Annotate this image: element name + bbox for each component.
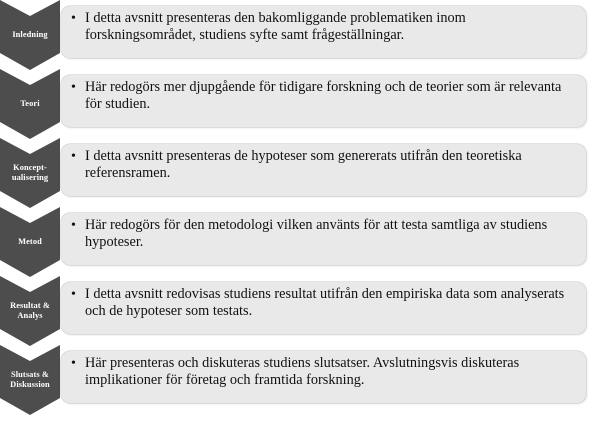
step-slutsats-diskussion — [0, 345, 592, 415]
card-text-teori: Här redogörs mer djupgående för tidigare forskning och de teorier som är relevanta för studien. — [85, 79, 562, 112]
chevron-label-slutsats-diskussion: Slutsats & Diskussion — [10, 370, 50, 389]
card-text-inledning: I detta avsnitt presenteras den bakomliggande problematiken inom forskningsområdet, studiens syfte samt frågeställningar. — [85, 10, 466, 43]
card-text-slutsats-diskussion: Här presenteras och diskuteras studiens slutsatser. Avslutningsvis diskuteras implikationer för företag och framtida forskning. — [85, 355, 520, 388]
card-text-konceptualisering: I detta avsnitt presenteras de hypoteser som genererats utifrån den teoretiska referensramen. — [85, 148, 522, 181]
chevron-slutsats-diskussion — [0, 345, 60, 415]
step-inledning — [0, 0, 592, 70]
chevron-resultat-analys — [0, 276, 60, 346]
bullet-item — [71, 10, 576, 44]
bullet-icon: • — [71, 149, 76, 164]
bullet-icon: • — [71, 356, 76, 371]
card-resultat-analys — [61, 282, 586, 334]
bullet-icon: • — [71, 287, 76, 302]
bullet-item — [71, 286, 576, 320]
step-teori — [0, 69, 592, 139]
bullet-item — [71, 148, 576, 182]
chevron-label-konceptualisering: Koncept- ualisering — [11, 163, 49, 182]
card-text-resultat-analys: I detta avsnitt redovisas studiens resultat utifrån den empiriska data som analyserats och de hypoteser som testats. — [85, 286, 565, 319]
card-teori — [61, 75, 586, 127]
card-text-metod: Här redogörs för den metodologi vilken använts för att testa samtliga av studiens hypoteser. — [85, 217, 548, 250]
step-metod — [0, 207, 592, 277]
bullet-icon: • — [71, 80, 76, 95]
card-metod — [61, 213, 586, 265]
chevron-label-teori: Teori — [20, 99, 40, 108]
chevron-label-metod: Metod — [18, 237, 42, 246]
bullet-icon: • — [71, 11, 76, 26]
chevron-teori — [0, 69, 60, 139]
chevron-label-resultat-analys: Resultat & Analys — [10, 301, 50, 320]
card-inledning — [61, 6, 586, 58]
bullet-item — [71, 355, 576, 389]
chevron-inledning — [0, 0, 60, 70]
chevron-konceptualisering — [0, 138, 60, 208]
step-resultat-analys — [0, 276, 592, 346]
card-slutsats-diskussion — [61, 351, 586, 403]
step-konceptualisering — [0, 138, 592, 208]
bullet-item — [71, 217, 576, 251]
bullet-icon: • — [71, 218, 76, 233]
bullet-item — [71, 79, 576, 113]
card-konceptualisering — [61, 144, 586, 196]
chevron-metod — [0, 207, 60, 277]
chevron-label-inledning: Inledning — [12, 30, 48, 39]
